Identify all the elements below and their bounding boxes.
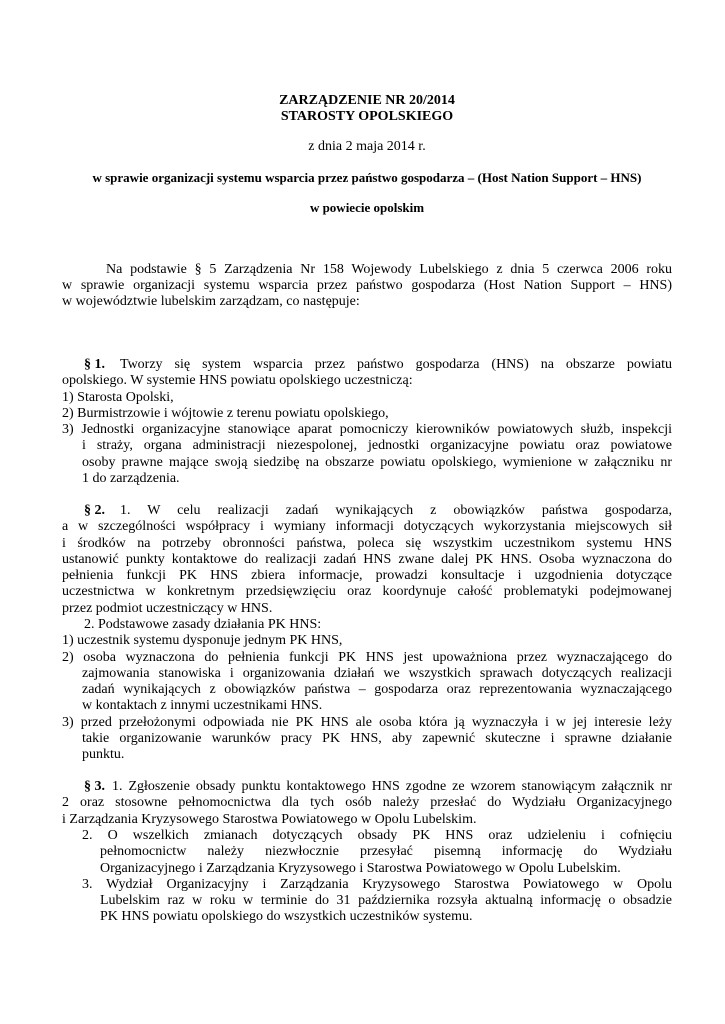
section-2-mark: § 2. (84, 503, 105, 518)
section-3-line: i Zarządzania Kryzysowego Starostwa Powiatowego w Opolu Lubelskim. (62, 812, 477, 827)
section-2-line: pełnienia funkcji PK HNS zbiera informacje, prowadzi konsultacje i uzgodnienia dotyczące (62, 568, 672, 583)
preamble-line: w województwie lubelskim zarządzam, co następuje: (62, 294, 360, 309)
document-issuer: STAROSTY OPOLSKIEGO (280, 109, 454, 124)
list-item-continuation: osoby prawne mające swoją siedzibę na obszarze powiatu opolskiego, wymienione w załączniku nr (82, 455, 672, 470)
list-item-continuation: 1 do zarządzenia. (82, 471, 180, 486)
section-3-text: 1. Zgłoszenie obsady punktu kontaktowego HNS zgodne ze wzorem stanowiącym załącznik nr (112, 779, 672, 794)
list-item: 1) Starosta Opolski, (62, 390, 174, 405)
document-date: z dnia 2 maja 2014 r. (308, 139, 426, 154)
list-item-continuation: i straży, organa administracji niezespolonej, jednostki organizacyjne powiatu oraz powiatowe (82, 438, 672, 453)
list-item-continuation: w kontaktach z innymi uczestnikami HNS. (82, 698, 323, 713)
list-item: 3) przed przełożonymi odpowiada nie PK HNS ale osoba która ją wyznaczyła i w jej interesie leży (62, 715, 672, 730)
document-title: ZARZĄDZENIE NR 20/2014 (279, 93, 455, 108)
section-3-line: PK HNS powiatu opolskiego do wszystkich uczestników systemu. (100, 909, 473, 924)
section-3-line: 2. O wszelkich zmianach dotyczących obsady PK HNS oraz udzieleniu i cofnięciu (82, 828, 672, 843)
list-item-continuation: punktu. (82, 747, 125, 762)
section-3-line: Lubelskim raz w roku w terminie do 31 października rozsyła aktualną informację o obsadzie (100, 893, 672, 908)
list-item-continuation: takie organizowanie warunków pracy PK HNS, aby zapewnić skuteczne i sprawne działanie (82, 731, 672, 746)
section-1-text: Tworzy się system wsparcia przez państwo gospodarza (HNS) na obszarze powiatu (120, 357, 672, 372)
section-3-line: Organizacyjnego i Zarządzania Kryzysowego i Starostwa Powiatowego w Opolu Lubelskim. (100, 861, 621, 876)
preamble-line: Na podstawie § 5 Zarządzenia Nr 158 Wojewody Lubelskiego z dnia 5 czerwca 2006 roku (106, 262, 672, 277)
document-location: w powiecie opolskim (309, 200, 425, 215)
section-3-line: 2 oraz stosowne pełnomocnictwa dla tych osób należy przesłać do Wydziału Organizacyjnego (62, 795, 672, 810)
section-3-line: 3. Wydział Organizacyjny i Zarządzania Kryzysowego Starostwa Powiatowego w Opolu (82, 877, 672, 892)
section-2-line: ustanowić punkty kontaktowe do realizacji zadań HNS zwane dalej PK HNS. Osoba wyznaczona do (62, 552, 672, 567)
section-3-first-line (84, 778, 672, 795)
document-subject: w sprawie organizacji systemu wsparcia przez państwo gospodarza – (Host Nation Support – HNS) (92, 170, 642, 185)
document-page (62, 0, 672, 1024)
preamble-line: w sprawie organizacji systemu wsparcia przez państwo gospodarza (Host Nation Support – HNS) (62, 278, 672, 293)
list-item: 2) osoba wyznaczona do pełnienia funkcji PK HNS jest upoważniona przez wyznaczającego do (62, 650, 672, 665)
section-1-line: opolskiego. W systemie HNS powiatu opolskiego uczestniczą: (62, 373, 413, 388)
section-2-text: 1. W celu realizacji zadań wynikających z obowiązków państwa gospodarza, (120, 503, 672, 518)
list-item-continuation: zadań wynikających z obowiązków państwa – gospodarza oraz reprezentowania wyznaczającego (82, 682, 672, 697)
section-2-first-line (84, 502, 672, 519)
list-item-continuation: zajmowania stanowiska i organizowania działań we wszystkich sprawach dotyczących realizacji (82, 666, 672, 681)
section-3-mark: § 3. (84, 779, 105, 794)
section-2-line: przez podmiot uczestniczący w HNS. (62, 601, 273, 616)
section-1-first-line (84, 356, 672, 373)
list-item: 3) Jednostki organizacyjne stanowiące aparat pomocniczy kierowników powiatowych służb, inspekcji (62, 422, 672, 437)
section-1-mark: § 1. (84, 357, 105, 372)
section-3-line: pełnomocnictw należy niezwłocznie przesyłać pisemną informację do Wydziału (100, 844, 672, 859)
section-2-line: i środków na potrzeby obronności państwa, poleca się wszystkim uczestnikom systemu HNS (62, 536, 672, 551)
list-item: 1) uczestnik systemu dysponuje jednym PK HNS, (62, 633, 343, 648)
section-2-line: uczestnictwa w konkretnym przedsięwzięciu oraz koordynuje całość problematyki podejmowanej (62, 584, 672, 599)
section-2-line: 2. Podstawowe zasady działania PK HNS: (84, 617, 322, 632)
section-2-line: a w szczególności współpracy i wymiany informacji dotyczących wykorzystania miejscowych sił (62, 519, 672, 534)
list-item: 2) Burmistrzowie i wójtowie z terenu powiatu opolskiego, (62, 406, 389, 421)
